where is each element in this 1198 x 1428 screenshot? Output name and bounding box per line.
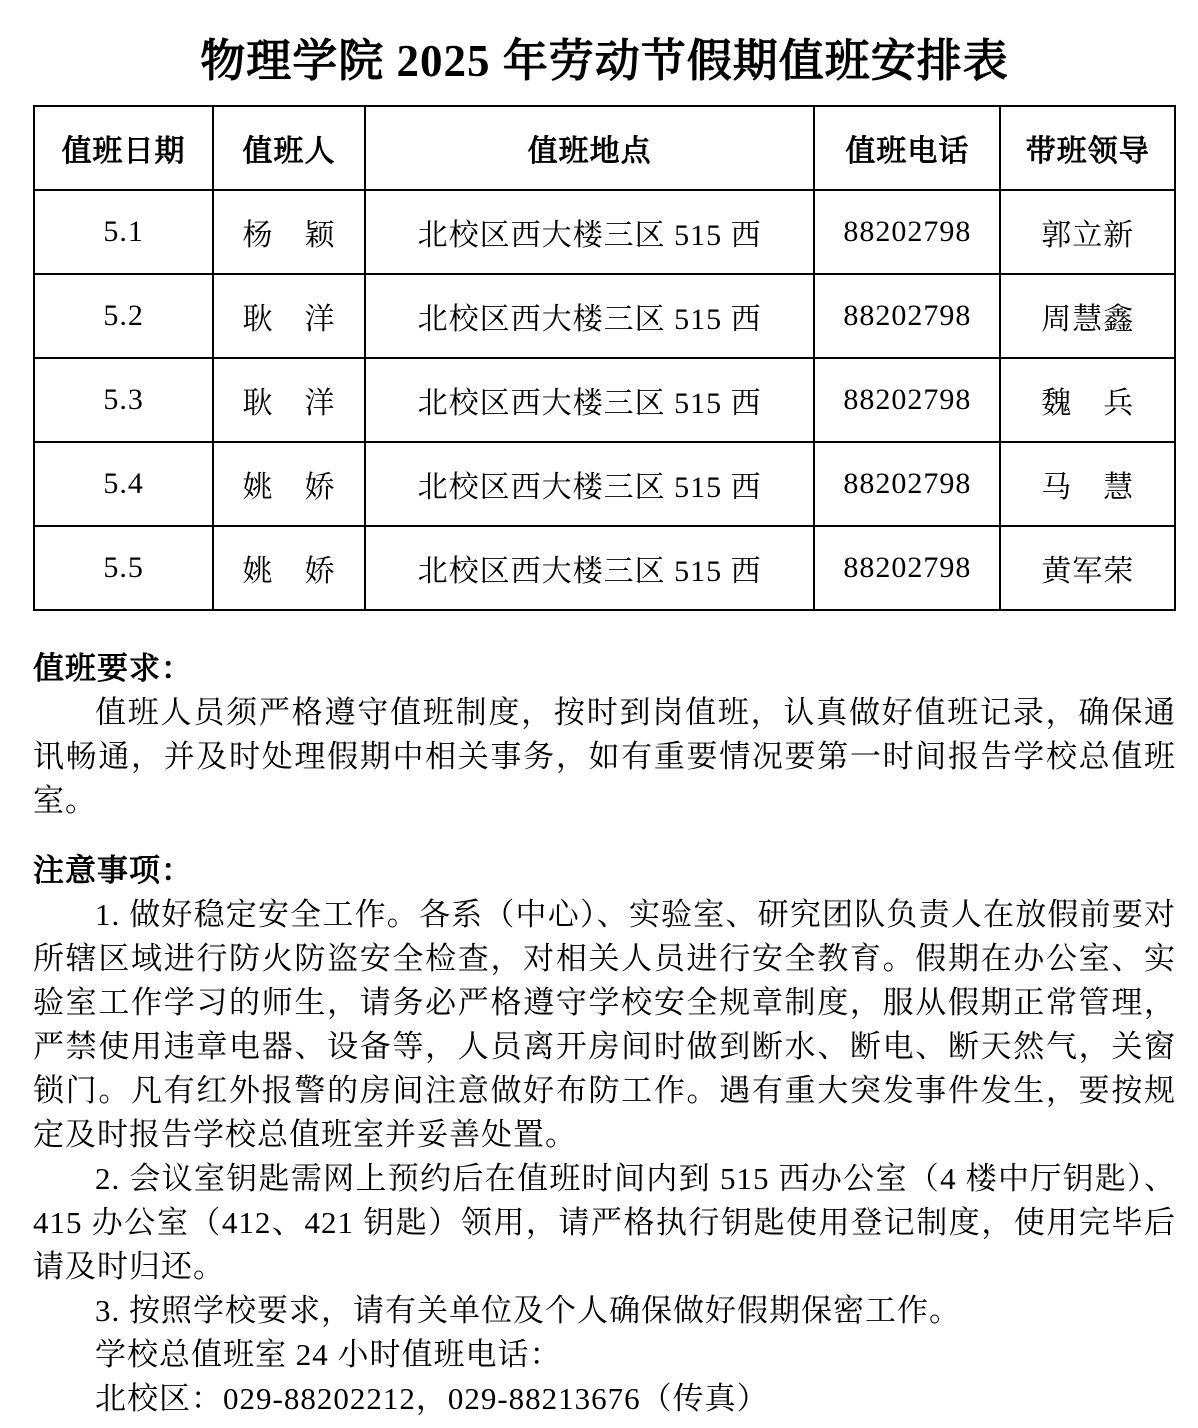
cell-duty-leader: 马 慧 xyxy=(1000,442,1175,526)
table-row xyxy=(34,190,1175,274)
cell-duty-location: 北校区西大楼三区 515 西 xyxy=(365,526,815,610)
hotline-north-campus: 北校区：029-88202212，029-88213676（传真） xyxy=(95,1381,769,1416)
notes-heading: 注意事项： xyxy=(33,853,193,888)
cell-duty-phone: 88202798 xyxy=(814,358,1000,442)
cell-duty-leader: 魏 兵 xyxy=(1000,358,1175,442)
note-item-2: 2. 会议室钥匙需网上预约后在值班时间内到 515 西办公室（4 楼中厅钥匙）、415 办公室（412、421 钥匙）领用，请严格执行钥匙使用登记制度，使用完毕后请及时归还。 xyxy=(33,1161,1176,1284)
cell-duty-date: 5.2 xyxy=(34,274,213,358)
cell-duty-person: 耿 洋 xyxy=(213,358,365,442)
col-header-duty-leader: 带班领导 xyxy=(1000,106,1175,190)
note-item-3: 3. 按照学校要求，请有关单位及个人确保做好假期保密工作。 xyxy=(95,1293,961,1328)
cell-duty-leader: 郭立新 xyxy=(1000,190,1175,274)
cell-duty-location: 北校区西大楼三区 515 西 xyxy=(365,442,815,526)
cell-duty-leader: 周慧鑫 xyxy=(1000,274,1175,358)
cell-duty-person: 杨 颖 xyxy=(213,190,365,274)
table-row xyxy=(34,526,1175,610)
cell-duty-leader: 黄军荣 xyxy=(1000,526,1175,610)
cell-duty-date: 5.1 xyxy=(34,190,213,274)
col-header-duty-date: 值班日期 xyxy=(34,106,213,190)
hotline-label: 学校总值班室 24 小时值班电话： xyxy=(95,1337,562,1372)
col-header-duty-phone: 值班电话 xyxy=(814,106,1000,190)
cell-duty-person: 耿 洋 xyxy=(213,274,365,358)
requirements-section xyxy=(33,647,1176,823)
cell-duty-date: 5.4 xyxy=(34,442,213,526)
cell-duty-phone: 88202798 xyxy=(814,274,1000,358)
duty-schedule-table xyxy=(33,105,1176,611)
notes-section xyxy=(33,849,1176,1421)
cell-duty-phone: 88202798 xyxy=(814,442,1000,526)
requirements-body: 值班人员须严格遵守值班制度，按时到岗值班，认真做好值班记录，确保通讯畅通，并及时处理假期中相关事务，如有重要情况要第一时间报告学校总值班室。 xyxy=(33,695,1176,818)
cell-duty-phone: 88202798 xyxy=(814,190,1000,274)
cell-duty-date: 5.3 xyxy=(34,358,213,442)
page-title: 物理学院 2025 年劳动节假期值班安排表 xyxy=(200,36,1009,86)
cell-duty-phone: 88202798 xyxy=(814,526,1000,610)
note-item-1: 1. 做好稳定安全工作。各系（中心）、实验室、研究团队负责人在放假前要对所辖区域进行防火防盗安全检查，对相关人员进行安全教育。假期在办公室、实验室工作学习的师生，请务必严格遵守学校安全规章制度，服从假期正常管理，严禁使用违章电器、设备等，人员离开房间时做到断水、断电、断天然气，关窗锁门。凡有红外报警的房间注意做好布防工作。遇有重大突发事件发生，要按规定及时报告学校总值班室并妥善处置。 xyxy=(33,897,1176,1152)
cell-duty-date: 5.5 xyxy=(34,526,213,610)
requirements-heading: 值班要求： xyxy=(33,651,193,686)
cell-duty-location: 北校区西大楼三区 515 西 xyxy=(365,190,815,274)
table-row xyxy=(34,358,1175,442)
table-row xyxy=(34,442,1175,526)
table-header-row xyxy=(34,106,1175,190)
cell-duty-location: 北校区西大楼三区 515 西 xyxy=(365,274,815,358)
table-row xyxy=(34,274,1175,358)
col-header-duty-location: 值班地点 xyxy=(365,106,815,190)
col-header-duty-person: 值班人 xyxy=(213,106,365,190)
cell-duty-location: 北校区西大楼三区 515 西 xyxy=(365,358,815,442)
cell-duty-person: 姚 娇 xyxy=(213,526,365,610)
cell-duty-person: 姚 娇 xyxy=(213,442,365,526)
